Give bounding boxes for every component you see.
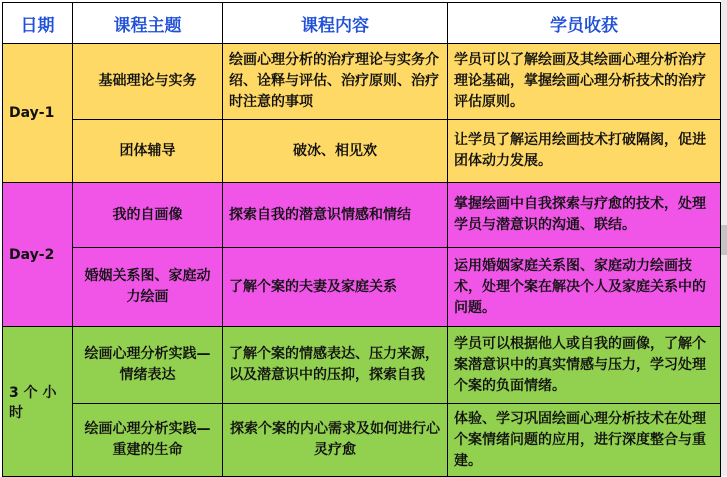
day-cell: 3 个 小 时 xyxy=(3,327,73,477)
outcome-cell: 学员可以了解绘画及其绘画心理分析治疗理论基础，掌握绘画心理分析技术的治疗评估原则。 xyxy=(448,44,721,120)
outcome-cell: 运用婚姻家庭关系图、家庭动力绘画技术，处理个案在解决个人及家庭关系中的问题。 xyxy=(448,248,721,327)
header-content: 课程内容 xyxy=(223,3,448,44)
outcome-cell: 体验、学习巩固绘画心理分析技术在处理个案情绪问题的应用，进行深度整合与重建。 xyxy=(448,404,721,477)
day-cell: Day-1 xyxy=(3,44,73,183)
header-date: 日期 xyxy=(3,3,73,44)
topic-cell: 团体辅导 xyxy=(73,120,223,183)
header-topic: 课程主题 xyxy=(73,3,223,44)
content-cell: 破冰、相见欢 xyxy=(223,120,448,183)
content-cell: 绘画心理分析的治疗理论与实务介绍、诠释与评估、治疗原则、治疗时注意的事项 xyxy=(223,44,448,120)
outcome-cell: 让学员了解运用绘画技术打破隔阂，促进团体动力发展。 xyxy=(448,120,721,183)
outcome-cell: 掌握绘画中自我探索与疗愈的技术，处理学员与潜意识的沟通、联结。 xyxy=(448,183,721,248)
table-row xyxy=(3,44,721,120)
outcome-cell: 学员可以根据他人或自我的画像，了解个案潜意识中的真实情感与压力，学习处理个案的负面情绪。 xyxy=(448,327,721,404)
topic-cell: 基础理论与实务 xyxy=(73,44,223,120)
table-row xyxy=(3,248,721,327)
header-outcome: 学员收获 xyxy=(448,3,721,44)
table-row xyxy=(3,120,721,183)
vertical-scrollbar[interactable] xyxy=(721,0,727,476)
content-cell: 了解个案的夫妻及家庭关系 xyxy=(223,248,448,327)
topic-cell: 绘画心理分析实践—重建的生命 xyxy=(73,404,223,477)
topic-cell: 婚姻关系图、家庭动力绘画 xyxy=(73,248,223,327)
table-row xyxy=(3,327,721,404)
course-schedule-table xyxy=(2,2,721,477)
table-header-row xyxy=(3,3,721,44)
table-row xyxy=(3,404,721,477)
table-row xyxy=(3,183,721,248)
content-cell: 探索自我的潜意识情感和情结 xyxy=(223,183,448,248)
scrollbar-thumb[interactable] xyxy=(721,225,727,255)
content-cell: 探索个案的内心需求及如何进行心灵疗愈 xyxy=(223,404,448,477)
content-cell: 了解个案的情感表达、压力来源，以及潜意识中的压抑，探索自我 xyxy=(223,327,448,404)
topic-cell: 绘画心理分析实践—情绪表达 xyxy=(73,327,223,404)
day-cell: Day-2 xyxy=(3,183,73,327)
topic-cell: 我的自画像 xyxy=(73,183,223,248)
